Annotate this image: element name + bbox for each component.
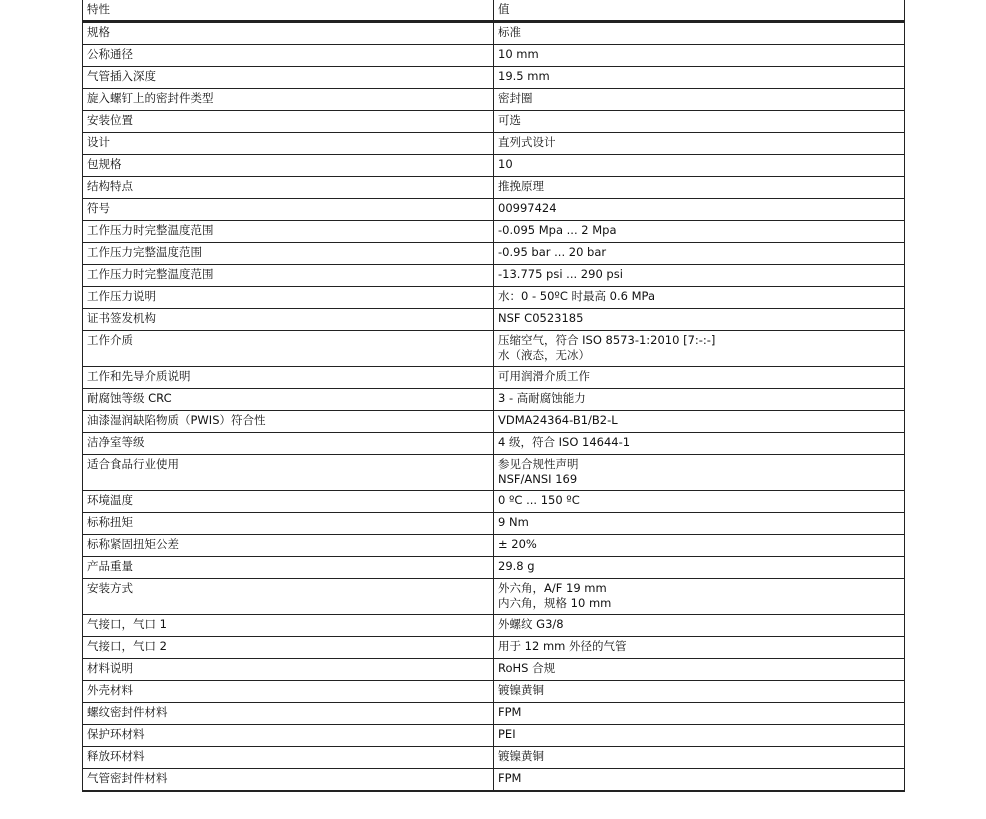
property-cell: 气接口，气口 2 — [83, 637, 494, 659]
value-cell: 外螺纹 G3/8 — [494, 615, 905, 637]
property-cell: 产品重量 — [83, 557, 494, 579]
value-cell: ± 20% — [494, 535, 905, 557]
property-cell: 气管密封件材料 — [83, 769, 494, 792]
property-cell: 耐腐蚀等级 CRC — [83, 389, 494, 411]
property-cell: 标称紧固扭矩公差 — [83, 535, 494, 557]
property-cell: 公称通径 — [83, 45, 494, 67]
property-cell: 油漆湿润缺陷物质（PWIS）符合性 — [83, 411, 494, 433]
table-row — [83, 535, 905, 557]
table-row — [83, 155, 905, 177]
value-cell: 水：0 - 50ºC 时最高 0.6 MPa — [494, 287, 905, 309]
table-row — [83, 111, 905, 133]
property-cell: 气管插入深度 — [83, 67, 494, 89]
table-row — [83, 703, 905, 725]
value-cell: 10 mm — [494, 45, 905, 67]
value-cell: NSF C0523185 — [494, 309, 905, 331]
table-row — [83, 615, 905, 637]
value-cell: 00997424 — [494, 199, 905, 221]
table-row — [83, 265, 905, 287]
table-row — [83, 67, 905, 89]
property-cell: 材料说明 — [83, 659, 494, 681]
property-cell: 气接口，气口 1 — [83, 615, 494, 637]
table-row — [83, 579, 905, 615]
property-cell: 工作压力时完整温度范围 — [83, 221, 494, 243]
table-row — [83, 199, 905, 221]
property-cell: 规格 — [83, 22, 494, 45]
value-cell: 19.5 mm — [494, 67, 905, 89]
property-cell: 标称扭矩 — [83, 513, 494, 535]
value-cell: 9 Nm — [494, 513, 905, 535]
table-row — [83, 637, 905, 659]
table-row — [83, 89, 905, 111]
value-cell: VDMA24364-B1/B2-L — [494, 411, 905, 433]
value-cell: 0 ºC ... 150 ºC — [494, 491, 905, 513]
table-row — [83, 133, 905, 155]
property-cell: 安装方式 — [83, 579, 494, 615]
table-row — [83, 243, 905, 265]
property-cell: 旋入螺钉上的密封件类型 — [83, 89, 494, 111]
value-cell: -13.775 psi ... 290 psi — [494, 265, 905, 287]
table-row — [83, 659, 905, 681]
value-cell: 3 - 高耐腐蚀能力 — [494, 389, 905, 411]
value-cell: 推挽原理 — [494, 177, 905, 199]
property-cell: 工作压力完整温度范围 — [83, 243, 494, 265]
property-cell: 设计 — [83, 133, 494, 155]
table-row — [83, 287, 905, 309]
table-row — [83, 45, 905, 67]
value-cell: RoHS 合规 — [494, 659, 905, 681]
value-cell: 4 级，符合 ISO 14644-1 — [494, 433, 905, 455]
value-cell: 密封圈 — [494, 89, 905, 111]
property-cell: 证书签发机构 — [83, 309, 494, 331]
table-row — [83, 747, 905, 769]
value-cell: 可选 — [494, 111, 905, 133]
value-cell: 29.8 g — [494, 557, 905, 579]
value-cell: 参见合规性声明 NSF/ANSI 169 — [494, 455, 905, 491]
value-cell: -0.095 Mpa ... 2 Mpa — [494, 221, 905, 243]
table-row — [83, 513, 905, 535]
table-row — [83, 221, 905, 243]
property-cell: 保护环材料 — [83, 725, 494, 747]
value-cell: 10 — [494, 155, 905, 177]
spec-table — [82, 0, 905, 792]
property-cell: 环境温度 — [83, 491, 494, 513]
property-cell: 洁净室等级 — [83, 433, 494, 455]
table-row — [83, 331, 905, 367]
property-cell: 工作介质 — [83, 331, 494, 367]
value-cell: 用于 12 mm 外径的气管 — [494, 637, 905, 659]
table-row — [83, 455, 905, 491]
value-cell: PEI — [494, 725, 905, 747]
property-cell: 外壳材料 — [83, 681, 494, 703]
table-row — [83, 725, 905, 747]
value-cell: 标准 — [494, 22, 905, 45]
header-value: 值 — [494, 0, 905, 22]
value-cell: 镀镍黄铜 — [494, 681, 905, 703]
property-cell: 工作和先导介质说明 — [83, 367, 494, 389]
table-row — [83, 769, 905, 792]
value-cell: FPM — [494, 703, 905, 725]
table-row — [83, 309, 905, 331]
table-header-row — [83, 0, 905, 22]
table-row — [83, 22, 905, 45]
value-cell: 直列式设计 — [494, 133, 905, 155]
property-cell: 包规格 — [83, 155, 494, 177]
property-cell: 安装位置 — [83, 111, 494, 133]
value-cell: 可用润滑介质工作 — [494, 367, 905, 389]
table-row — [83, 433, 905, 455]
table-row — [83, 177, 905, 199]
property-cell: 工作压力时完整温度范围 — [83, 265, 494, 287]
value-cell: -0.95 bar ... 20 bar — [494, 243, 905, 265]
header-property: 特性 — [83, 0, 494, 22]
spec-sheet — [82, 0, 904, 792]
value-cell: FPM — [494, 769, 905, 792]
table-row — [83, 681, 905, 703]
value-cell: 外六角，A/F 19 mm 内六角，规格 10 mm — [494, 579, 905, 615]
table-row — [83, 411, 905, 433]
property-cell: 符号 — [83, 199, 494, 221]
table-row — [83, 367, 905, 389]
value-cell: 镀镍黄铜 — [494, 747, 905, 769]
property-cell: 螺纹密封件材料 — [83, 703, 494, 725]
value-cell: 压缩空气，符合 ISO 8573-1:2010 [7:-:-] 水（液态，无冰） — [494, 331, 905, 367]
table-row — [83, 557, 905, 579]
table-row — [83, 491, 905, 513]
property-cell: 工作压力说明 — [83, 287, 494, 309]
property-cell: 释放环材料 — [83, 747, 494, 769]
property-cell: 结构特点 — [83, 177, 494, 199]
property-cell: 适合食品行业使用 — [83, 455, 494, 491]
table-row — [83, 389, 905, 411]
